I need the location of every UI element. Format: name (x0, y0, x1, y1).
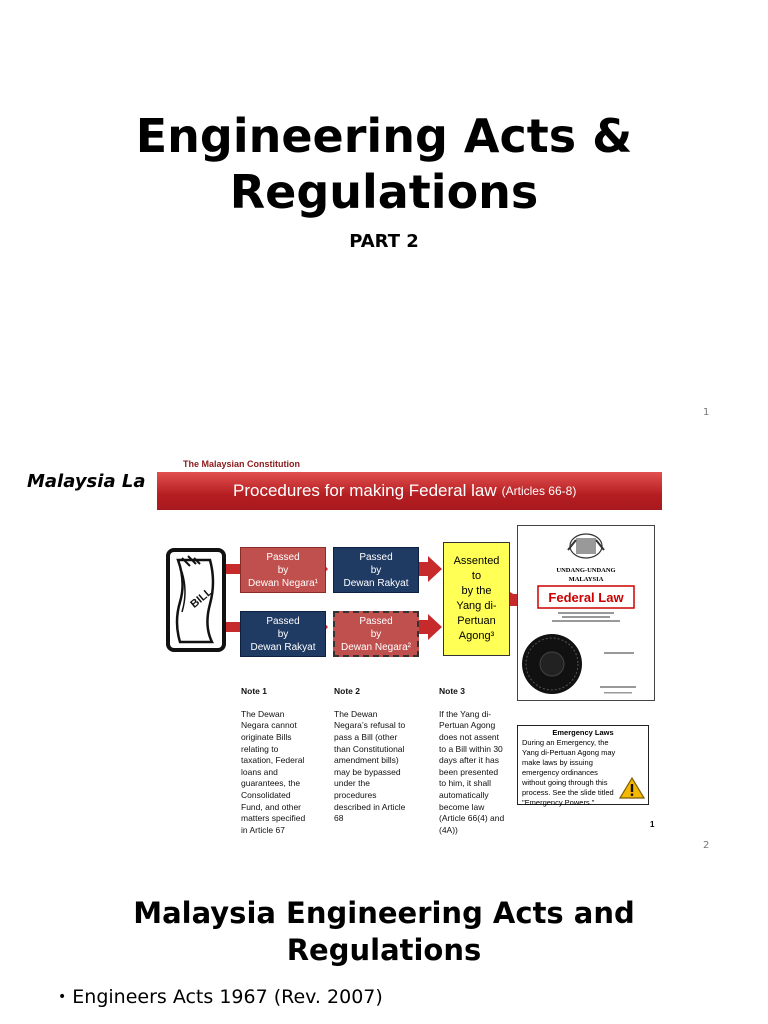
figure-page-number: 1 (650, 820, 655, 829)
document-graphic (518, 526, 654, 700)
box-dewan-rakyat-second: Passed by Dewan Rakyat (333, 547, 419, 593)
slide1-subtitle: PART 2 (349, 231, 419, 252)
note-1-title: Note 1 (241, 685, 267, 696)
slide1-page-number: 1 (703, 407, 710, 418)
box-dewan-negara-first: Passed by Dewan Negara¹ (240, 547, 326, 593)
slide1-title-line1: Engineering Acts & (135, 109, 633, 163)
slide2-side-label: Malaysia La (27, 471, 146, 492)
federal-law-document (517, 525, 655, 701)
note-2-text: The Dewan Negara’s refusal to pass a Bill (other than Constitutional amendment bills) may be bypassed under the procedures described in Article 68 (334, 708, 406, 824)
warning-icon (619, 776, 645, 800)
slide1-title-line2: Regulations (229, 165, 539, 219)
emergency-laws-title: Emergency Laws (552, 728, 614, 737)
banner-title: Procedures for making Federal law (233, 481, 497, 500)
slide3-bullet (58, 986, 383, 1008)
doc-heading2: MALAYSIA (568, 576, 604, 583)
box-dewan-rakyat-first: Passed by Dewan Rakyat (240, 611, 326, 657)
note-3 (439, 674, 504, 836)
figure-caption: The Malaysian Constitution (183, 459, 301, 469)
coat-of-arms-icon (568, 534, 604, 558)
note-2-title: Note 2 (334, 685, 360, 696)
slide3-title-line2: Regulations (286, 933, 482, 967)
note-2 (334, 674, 405, 825)
note-1 (241, 674, 305, 836)
seal-icon (522, 634, 582, 694)
slide3-title (0, 895, 768, 969)
bill-scroll-icon (166, 548, 226, 652)
doc-heading1: UNDANG-UNDANG (556, 567, 616, 574)
bill-label: BILL (188, 585, 215, 611)
banner-subtitle: (Articles 66-8) (501, 484, 577, 498)
emergency-laws-text: During an Emergency, the Yang di-Pertuan Agong may make laws by issuing emergency ordinances without going through this process. See the slide titled "Emergency Powers." (522, 738, 616, 807)
bullet-text: Engineers Acts 1967 (Rev. 2007) (72, 986, 383, 1008)
note-1-text: The Dewan Negara cannot originate Bills relating to taxation, Federal loans and guarantees, the Consolidated Fund, and other matters specified in Article 67 (241, 708, 306, 835)
note-3-title: Note 3 (439, 685, 465, 696)
slide1-title (0, 108, 768, 220)
emergency-laws-box (517, 725, 649, 805)
doc-federal-law: Federal Law (548, 590, 624, 605)
note-3-text: If the Yang di- Pertuan Agong does not assent to a Bill within 30 days after it has been presented to him, it shall automatically become law (Article 66(4) and (4A)) (439, 708, 505, 835)
slide3-title-line1: Malaysia Engineering Acts and (133, 896, 635, 930)
box-dewan-negara-second: Passed by Dewan Negara² (333, 611, 419, 657)
bullet-dot-icon: • (58, 989, 67, 1005)
figure-banner (157, 472, 662, 510)
box-royal-assent: Assented to by the Yang di- Pertuan Agong³ (443, 542, 510, 656)
slide2-page-number: 2 (703, 840, 710, 851)
